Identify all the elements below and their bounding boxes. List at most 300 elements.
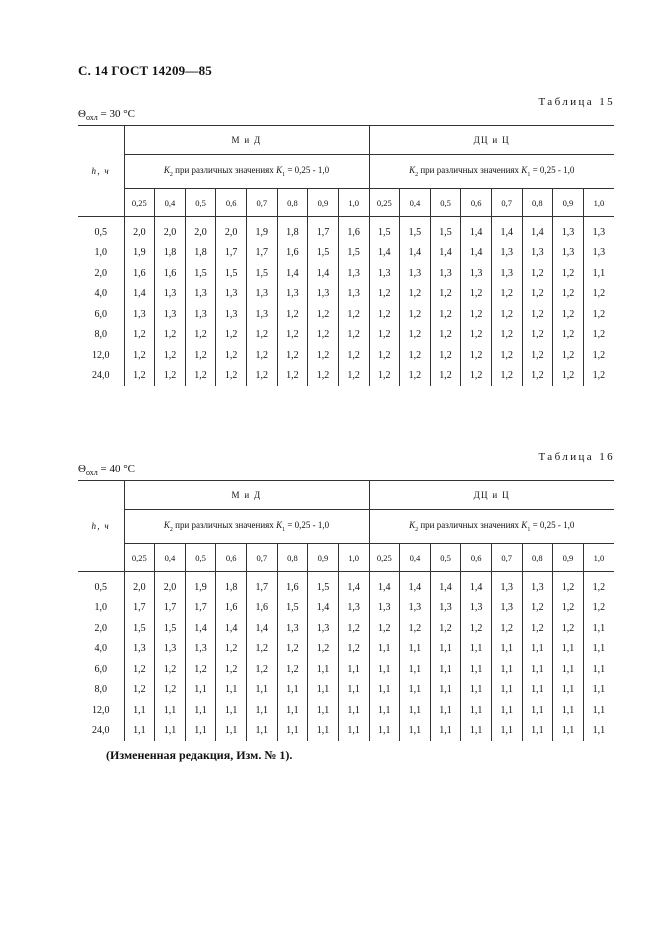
k2-value-cell: 1,6 <box>155 263 186 284</box>
k2-value-cell: 1,1 <box>246 700 277 721</box>
k2-value-cell: 1,8 <box>185 243 216 264</box>
k2-value-cell: 1,2 <box>155 345 186 366</box>
k2-value-cell: 1,2 <box>522 598 553 619</box>
k2-value-cell: 1,2 <box>430 618 461 639</box>
table-row <box>78 263 614 284</box>
k1-value-header: 0,25 <box>369 544 400 572</box>
k2-value-cell: 1,1 <box>338 659 369 680</box>
k2-value-cell: 1,3 <box>277 284 308 305</box>
k2-value-cell: 1,2 <box>124 366 155 387</box>
k1-value-header: 0,7 <box>491 544 522 572</box>
k2-value-cell: 1,2 <box>553 263 584 284</box>
k2-value-cell: 1,1 <box>461 659 492 680</box>
k2-value-cell: 1,2 <box>338 304 369 325</box>
k2-subheader-left: $K_2$ при различных значениях $K_1 = 0,25 - 1,0$ <box>124 155 369 189</box>
table-caption: Таблица 16 <box>538 451 615 463</box>
k2-value-cell: 1,3 <box>246 284 277 305</box>
ambient-temperature-label: $\Theta_{охл} = 40$ °С <box>78 463 135 478</box>
hours-cell: 1,0 <box>78 243 124 264</box>
k2-value-cell: 1,3 <box>155 639 186 660</box>
k2-value-cell: 1,2 <box>491 325 522 346</box>
k1-range: = 0,25 - 1,0 <box>287 520 330 531</box>
k2-value-cell: 1,3 <box>430 598 461 619</box>
k2-value-cell: 1,2 <box>400 325 431 346</box>
k2-value-cell: 1,2 <box>155 366 186 387</box>
k2-value-cell: 1,2 <box>369 304 400 325</box>
k2-value-cell: 1,1 <box>400 721 431 742</box>
k2-value-cell: 1,1 <box>155 721 186 742</box>
k2-value-cell: 1,2 <box>430 304 461 325</box>
k2-value-cell: 1,1 <box>491 721 522 742</box>
hours-cell: 1,0 <box>78 598 124 619</box>
k2-value-cell: 1,2 <box>277 304 308 325</box>
ambient-temperature-label: $\Theta_{охл} = 30$ °С <box>78 108 135 123</box>
k2-value-cell: 1,7 <box>155 598 186 619</box>
k1-value-header: 0,25 <box>369 189 400 217</box>
k2-value-cell: 1,6 <box>124 263 155 284</box>
hours-cell: 4,0 <box>78 284 124 305</box>
k2-value-cell: 1,2 <box>461 366 492 387</box>
k2-value-cell: 1,2 <box>522 304 553 325</box>
k2-value-cell: 1,2 <box>583 345 614 366</box>
k2-value-cell: 1,9 <box>124 243 155 264</box>
k1-value-header: 0,6 <box>461 189 492 217</box>
k2-value-cell: 1,3 <box>277 618 308 639</box>
k2-value-cell: 1,1 <box>369 700 400 721</box>
k2-value-cell: 1,2 <box>369 325 400 346</box>
table-caption: Таблица 15 <box>538 96 615 108</box>
k1-value-header: 0,9 <box>308 544 339 572</box>
k2-value-cell: 1,3 <box>185 639 216 660</box>
k2-value-cell: 1,2 <box>216 659 247 680</box>
k1-value-header: 0,4 <box>400 544 431 572</box>
k2-value-cell: 1,5 <box>308 243 339 264</box>
k2-value-cell: 2,0 <box>124 217 155 243</box>
k2-value-cell: 1,2 <box>246 639 277 660</box>
table-row <box>78 304 614 325</box>
k2-value-cell: 1,3 <box>185 284 216 305</box>
k2-value-cell: 1,2 <box>277 366 308 387</box>
k2-value-cell: 1,2 <box>216 366 247 387</box>
k2-value-cell: 1,5 <box>400 217 431 243</box>
k2-value-cell: 1,1 <box>522 700 553 721</box>
k2-value-cell: 1,1 <box>522 721 553 742</box>
k2-subheader-text: при различных значениях <box>175 165 274 176</box>
k2-value-cell: 1,2 <box>185 366 216 387</box>
k2-value-cell: 1,3 <box>155 304 186 325</box>
k2-value-cell: 1,2 <box>553 618 584 639</box>
k2-value-cell: 1,1 <box>461 721 492 742</box>
k2-value-cell: 1,1 <box>185 680 216 701</box>
k2-value-cell: 1,1 <box>553 680 584 701</box>
k2-value-cell: 1,2 <box>461 304 492 325</box>
table-row <box>78 618 614 639</box>
hours-cell: 24,0 <box>78 721 124 742</box>
k2-value-cell: 1,2 <box>308 345 339 366</box>
k2-value-cell: 1,1 <box>522 680 553 701</box>
k2-value-cell: 1,4 <box>185 618 216 639</box>
k1-value-header: 0,8 <box>522 544 553 572</box>
k2-value-cell: 1,2 <box>369 284 400 305</box>
k2-value-cell: 1,7 <box>185 598 216 619</box>
k2-value-cell: 1,1 <box>308 680 339 701</box>
k2-value-cell: 1,1 <box>400 659 431 680</box>
k1-value-header: 1,0 <box>583 544 614 572</box>
k2-value-cell: 1,2 <box>430 284 461 305</box>
k1-value-header: 0,8 <box>522 189 553 217</box>
k1-value-header: 0,9 <box>553 189 584 217</box>
k2-value-cell: 1,6 <box>216 598 247 619</box>
k2-value-cell: 1,1 <box>185 721 216 742</box>
k2-value-cell: 1,4 <box>461 572 492 598</box>
hours-cell: 2,0 <box>78 618 124 639</box>
k2-value-cell: 1,2 <box>491 345 522 366</box>
hours-cell: 4,0 <box>78 639 124 660</box>
k2-value-cell: 1,2 <box>583 284 614 305</box>
k2-value-cell: 1,1 <box>277 680 308 701</box>
k2-value-cell: 1,2 <box>246 325 277 346</box>
k2-value-cell: 1,7 <box>246 572 277 598</box>
k1-values-row <box>78 189 614 217</box>
k2-value-cell: 1,5 <box>124 618 155 639</box>
table-body <box>78 572 614 742</box>
k2-value-cell: 1,3 <box>246 304 277 325</box>
k1-values-row <box>78 544 614 572</box>
k2-value-cell: 1,1 <box>583 618 614 639</box>
k2-value-cell: 1,1 <box>430 680 461 701</box>
k1-value-header: 1,0 <box>583 189 614 217</box>
k2-value-cell: 1,5 <box>155 618 186 639</box>
k2-value-cell: 1,4 <box>124 284 155 305</box>
k2-value-cell: 1,6 <box>338 217 369 243</box>
data-table <box>78 125 614 386</box>
k2-value-cell: 1,1 <box>553 700 584 721</box>
k2-value-cell: 1,4 <box>522 217 553 243</box>
table-row <box>78 345 614 366</box>
k2-value-cell: 1,5 <box>338 243 369 264</box>
k2-value-cell: 1,1 <box>400 639 431 660</box>
k2-value-cell: 1,2 <box>246 366 277 387</box>
k1-value-header: 0,8 <box>277 544 308 572</box>
k2-subheader-left: $K_2$ при различных значениях $K_1 = 0,25 - 1,0$ <box>124 510 369 544</box>
k2-value-cell: 1,2 <box>461 345 492 366</box>
k2-value-cell: 1,1 <box>400 700 431 721</box>
hours-unit: ч <box>104 166 111 176</box>
k2-value-cell: 1,1 <box>277 700 308 721</box>
k1-value-header: 0,6 <box>216 544 247 572</box>
k2-value-cell: 1,1 <box>491 700 522 721</box>
k2-value-cell: 1,1 <box>491 680 522 701</box>
k2-value-cell: 1,3 <box>400 263 431 284</box>
k2-value-cell: 1,3 <box>430 263 461 284</box>
k2-value-cell: 1,2 <box>400 304 431 325</box>
k2-value-cell: 1,2 <box>277 345 308 366</box>
k2-value-cell: 1,1 <box>491 639 522 660</box>
hours-cell: 24,0 <box>78 366 124 387</box>
k1-value-header: 0,4 <box>400 189 431 217</box>
k2-value-cell: 1,4 <box>400 572 431 598</box>
k2-value-cell: 1,1 <box>491 659 522 680</box>
k2-value-cell: 1,4 <box>308 598 339 619</box>
table-row <box>78 659 614 680</box>
k2-value-cell: 1,4 <box>491 217 522 243</box>
k2-value-cell: 1,2 <box>185 659 216 680</box>
k2-value-cell: 1,4 <box>246 618 277 639</box>
k2-value-cell: 2,0 <box>124 572 155 598</box>
k2-value-cell: 1,2 <box>553 304 584 325</box>
k2-value-cell: 1,3 <box>491 598 522 619</box>
k2-value-cell: 1,2 <box>461 618 492 639</box>
hours-cell: 8,0 <box>78 680 124 701</box>
k2-value-cell: 1,2 <box>338 345 369 366</box>
k1-range: = 0,25 - 1,0 <box>532 520 575 531</box>
k2-value-cell: 1,2 <box>216 639 247 660</box>
k2-value-cell: 1,1 <box>308 700 339 721</box>
k2-value-cell: 1,2 <box>185 345 216 366</box>
k2-value-cell: 1,1 <box>246 721 277 742</box>
k2-value-cell: 1,2 <box>553 598 584 619</box>
table-row <box>78 366 614 387</box>
k2-value-cell: 1,1 <box>338 680 369 701</box>
k2-value-cell: 1,2 <box>400 284 431 305</box>
k2-value-cell: 1,2 <box>277 639 308 660</box>
k2-value-cell: 1,2 <box>522 618 553 639</box>
k2-value-cell: 1,2 <box>277 659 308 680</box>
k2-value-cell: 1,3 <box>124 304 155 325</box>
k2-value-cell: 1,7 <box>246 243 277 264</box>
k2-value-cell: 1,3 <box>308 618 339 639</box>
hours-header: h, ч <box>78 481 124 572</box>
k2-value-cell: 2,0 <box>216 217 247 243</box>
hours-unit: ч <box>104 521 111 531</box>
k2-value-cell: 1,4 <box>461 217 492 243</box>
k2-value-cell: 1,1 <box>522 639 553 660</box>
k2-subheader-right: $K_2$ при различных значениях $K_1 = 0,25 - 1,0$ <box>369 510 614 544</box>
k2-value-cell: 1,5 <box>308 572 339 598</box>
table-row <box>78 700 614 721</box>
k1-value-header: 0,25 <box>124 189 155 217</box>
k2-value-cell: 1,1 <box>338 721 369 742</box>
k2-value-cell: 1,2 <box>124 345 155 366</box>
k2-value-cell: 1,2 <box>491 284 522 305</box>
hours-cell: 0,5 <box>78 572 124 598</box>
k2-value-cell: 1,2 <box>124 680 155 701</box>
k2-value-cell: 1,4 <box>369 572 400 598</box>
k2-value-cell: 1,2 <box>185 325 216 346</box>
k2-value-cell: 1,3 <box>155 284 186 305</box>
k2-value-cell: 1,3 <box>338 263 369 284</box>
k2-value-cell: 1,1 <box>553 721 584 742</box>
k2-value-cell: 1,3 <box>124 639 155 660</box>
k2-value-cell: 1,3 <box>308 284 339 305</box>
k2-value-cell: 1,1 <box>553 639 584 660</box>
k2-value-cell: 1,1 <box>583 639 614 660</box>
k2-value-cell: 1,1 <box>308 721 339 742</box>
k2-value-cell: 1,5 <box>216 263 247 284</box>
k2-value-cell: 1,5 <box>185 263 216 284</box>
k2-value-cell: 1,2 <box>246 659 277 680</box>
k2-value-cell: 1,1 <box>369 659 400 680</box>
k2-value-cell: 1,2 <box>583 304 614 325</box>
k1-value-header: 0,8 <box>277 189 308 217</box>
k2-value-cell: 1,2 <box>583 572 614 598</box>
k2-value-cell: 1,4 <box>369 243 400 264</box>
k2-value-cell: 1,4 <box>338 572 369 598</box>
k2-subheader-text: при различных значениях <box>175 520 274 531</box>
hours-cell: 12,0 <box>78 345 124 366</box>
k1-value-header: 0,6 <box>216 189 247 217</box>
k1-value-header: 0,9 <box>308 189 339 217</box>
k2-value-cell: 1,3 <box>553 217 584 243</box>
k2-value-cell: 1,2 <box>583 366 614 387</box>
k2-value-cell: 1,2 <box>308 304 339 325</box>
k1-value-header: 0,9 <box>553 544 584 572</box>
k2-value-cell: 1,2 <box>369 618 400 639</box>
k2-value-cell: 1,2 <box>583 598 614 619</box>
k2-value-cell: 1,2 <box>369 366 400 387</box>
k2-value-cell: 1,1 <box>522 659 553 680</box>
k2-value-cell: 1,1 <box>430 700 461 721</box>
k2-value-cell: 1,2 <box>522 284 553 305</box>
k2-value-cell: 1,1 <box>124 700 155 721</box>
k2-value-cell: 1,5 <box>246 263 277 284</box>
k2-value-cell: 1,2 <box>491 618 522 639</box>
k2-value-cell: 1,2 <box>246 345 277 366</box>
k2-subheader-right: $K_2$ при различных значениях $K_1 = 0,25 - 1,0$ <box>369 155 614 189</box>
k2-value-cell: 1,1 <box>461 680 492 701</box>
k2-value-cell: 1,5 <box>369 217 400 243</box>
k2-value-cell: 1,1 <box>185 700 216 721</box>
table-row <box>78 217 614 243</box>
k1-value-header: 0,6 <box>461 544 492 572</box>
k2-value-cell: 1,2 <box>216 345 247 366</box>
k2-value-cell: 1,2 <box>369 345 400 366</box>
k2-value-cell: 1,2 <box>522 325 553 346</box>
k2-value-cell: 1,7 <box>308 217 339 243</box>
temperature-value: = 40 °С <box>100 463 135 475</box>
k2-value-cell: 1,2 <box>522 366 553 387</box>
group-header-right: ДЦ и Ц <box>369 126 614 155</box>
table-body <box>78 217 614 387</box>
k2-value-cell: 2,0 <box>155 217 186 243</box>
k2-value-cell: 2,0 <box>155 572 186 598</box>
k2-value-cell: 1,4 <box>461 243 492 264</box>
k2-value-cell: 1,8 <box>155 243 186 264</box>
k2-value-cell: 1,3 <box>369 263 400 284</box>
k2-value-cell: 1,1 <box>430 639 461 660</box>
k2-value-cell: 1,1 <box>216 680 247 701</box>
k2-value-cell: 1,1 <box>583 659 614 680</box>
table-row <box>78 721 614 742</box>
k2-value-cell: 1,2 <box>553 284 584 305</box>
k2-value-cell: 1,3 <box>216 304 247 325</box>
hours-cell: 6,0 <box>78 659 124 680</box>
k2-value-cell: 1,2 <box>124 659 155 680</box>
k2-value-cell: 1,3 <box>338 284 369 305</box>
k2-value-cell: 1,3 <box>522 243 553 264</box>
k2-value-cell: 1,1 <box>369 721 400 742</box>
k2-value-cell: 1,4 <box>430 243 461 264</box>
k2-value-cell: 1,2 <box>308 366 339 387</box>
k2-value-cell: 1,2 <box>400 618 431 639</box>
k2-value-cell: 1,1 <box>430 721 461 742</box>
k2-value-cell: 1,1 <box>369 680 400 701</box>
k1-range: = 0,25 - 1,0 <box>287 165 330 176</box>
hours-cell: 8,0 <box>78 325 124 346</box>
k1-value-header: 0,7 <box>491 189 522 217</box>
k2-value-cell: 1,3 <box>216 284 247 305</box>
k2-value-cell: 1,3 <box>583 217 614 243</box>
k2-value-cell: 1,1 <box>583 721 614 742</box>
k2-value-cell: 1,1 <box>155 700 186 721</box>
k2-value-cell: 1,6 <box>277 572 308 598</box>
table-row <box>78 325 614 346</box>
k2-value-cell: 1,4 <box>277 263 308 284</box>
k2-value-cell: 1,3 <box>491 263 522 284</box>
k1-value-header: 1,0 <box>338 189 369 217</box>
k2-value-cell: 1,3 <box>491 243 522 264</box>
k2-value-cell: 1,2 <box>338 639 369 660</box>
k2-value-cell: 1,3 <box>553 243 584 264</box>
k2-value-cell: 1,2 <box>400 345 431 366</box>
k1-value-header: 0,4 <box>155 544 186 572</box>
k2-value-cell: 1,3 <box>369 598 400 619</box>
k2-value-cell: 1,3 <box>583 243 614 264</box>
k2-value-cell: 1,1 <box>338 700 369 721</box>
k2-value-cell: 1,2 <box>124 325 155 346</box>
k2-value-cell: 1,3 <box>400 598 431 619</box>
k1-value-header: 0,7 <box>246 544 277 572</box>
k2-value-cell: 1,9 <box>246 217 277 243</box>
group-header-right: ДЦ и Ц <box>369 481 614 510</box>
k2-value-cell: 1,2 <box>338 366 369 387</box>
k2-value-cell: 1,2 <box>522 345 553 366</box>
k2-value-cell: 1,1 <box>400 680 431 701</box>
k2-value-cell: 1,1 <box>583 700 614 721</box>
k1-value-header: 0,5 <box>430 189 461 217</box>
k2-value-cell: 1,5 <box>430 217 461 243</box>
k1-value-header: 0,5 <box>430 544 461 572</box>
k2-value-cell: 1,1 <box>583 263 614 284</box>
k1-range: = 0,25 - 1,0 <box>532 165 575 176</box>
k1-value-header: 0,5 <box>185 544 216 572</box>
table-row <box>78 284 614 305</box>
k2-value-cell: 1,3 <box>522 572 553 598</box>
k2-value-cell: 1,3 <box>338 598 369 619</box>
hours-cell: 12,0 <box>78 700 124 721</box>
k2-subheader-text: при различных значениях <box>420 165 520 176</box>
k2-value-cell: 1,1 <box>277 721 308 742</box>
table-row <box>78 243 614 264</box>
k1-value-header: 0,7 <box>246 189 277 217</box>
k1-value-header: 0,25 <box>124 544 155 572</box>
k2-value-cell: 1,8 <box>277 217 308 243</box>
table-row <box>78 639 614 660</box>
k2-value-cell: 1,1 <box>369 639 400 660</box>
table-row <box>78 680 614 701</box>
k2-value-cell: 1,7 <box>124 598 155 619</box>
k2-value-cell: 1,1 <box>216 700 247 721</box>
k2-value-cell: 1,2 <box>430 325 461 346</box>
group-header-left: М и Д <box>124 481 369 510</box>
k2-value-cell: 1,2 <box>338 325 369 346</box>
k2-value-cell: 1,1 <box>583 680 614 701</box>
k2-value-cell: 1,3 <box>461 598 492 619</box>
k1-value-header: 0,4 <box>155 189 186 217</box>
k2-value-cell: 1,2 <box>430 345 461 366</box>
k2-value-cell: 1,2 <box>553 325 584 346</box>
k2-value-cell: 1,2 <box>491 366 522 387</box>
